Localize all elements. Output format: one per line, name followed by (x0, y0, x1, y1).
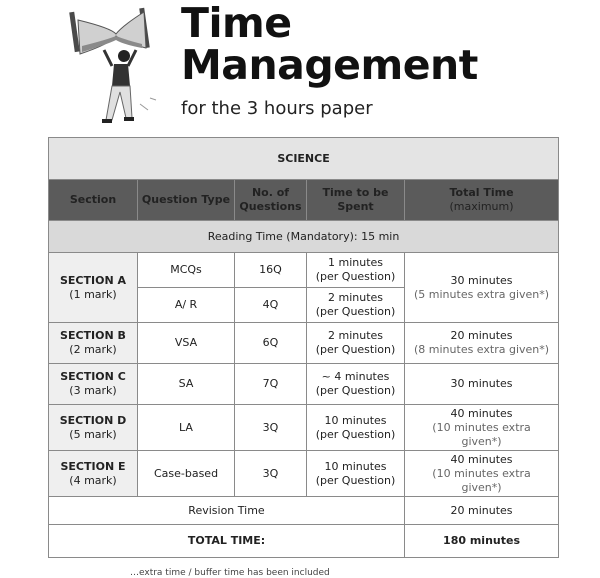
time-spent (307, 364, 405, 405)
total-time (405, 323, 559, 364)
section-c-cell (49, 364, 138, 405)
total-time-value: 30 minutes (450, 377, 513, 390)
total-time (405, 253, 559, 323)
section-marks: (4 mark) (69, 473, 117, 487)
col-num-questions-line2: Questions (239, 200, 302, 213)
total-time-note-cont: given*) (461, 480, 502, 494)
footnote: …extra time / buffer time has been included (130, 568, 330, 578)
time-spent-value: 2 minutes (327, 329, 384, 342)
col-question-type: Question Type (138, 180, 235, 221)
time-spent (307, 405, 405, 451)
section-e-cell (49, 451, 138, 497)
question-count: 16Q (235, 253, 307, 288)
time-spent-unit: (per Question) (315, 305, 396, 318)
total-time-note: (5 minutes extra given*) (414, 287, 550, 301)
section-name: SECTION C (60, 370, 126, 383)
total-time-row (49, 525, 559, 558)
question-type: VSA (138, 323, 235, 364)
section-name: SECTION B (60, 329, 126, 342)
revision-time-value: 20 minutes (405, 497, 559, 525)
header-row (49, 180, 559, 221)
section-a-cell (49, 253, 138, 323)
time-spent-value: 2 minutes (327, 291, 384, 304)
revision-time-row (49, 497, 559, 525)
table-row (49, 451, 559, 497)
page-title (181, 0, 478, 89)
total-time-label: TOTAL TIME: (49, 525, 405, 558)
total-time-value: 20 minutes (450, 329, 513, 342)
total-time-note: (8 minutes extra given*) (414, 343, 550, 356)
time-spent (307, 253, 405, 288)
time-spent (307, 451, 405, 497)
reading-time-note: (Mandatory): 15 min (286, 229, 400, 243)
table-row (49, 323, 559, 364)
question-count: 4Q (235, 288, 307, 323)
table-row (49, 253, 559, 288)
table-row (49, 364, 559, 405)
question-count: 3Q (235, 405, 307, 451)
total-time (405, 405, 559, 451)
total-time-value: 30 minutes (450, 273, 513, 287)
total-time-amount: 180 minutes (405, 525, 559, 558)
section-name: SECTION E (60, 459, 126, 473)
total-time-note: (10 minutes extra (432, 466, 531, 480)
time-spent (307, 323, 405, 364)
time-spent (307, 288, 405, 323)
total-time-value: 40 minutes (450, 406, 513, 420)
total-time-value: 40 minutes (450, 452, 513, 466)
time-spent-unit: (per Question) (315, 473, 396, 487)
question-type: Case-based (138, 451, 235, 497)
revision-time-label: Revision Time (49, 497, 405, 525)
section-marks: (3 mark) (69, 384, 117, 397)
question-type: MCQs (138, 253, 235, 288)
title-line-2: Management (181, 41, 478, 89)
section-marks: (5 mark) (69, 427, 117, 441)
col-total-time (405, 180, 559, 221)
col-total-time-line2: (maximum) (449, 200, 514, 213)
total-time-note-cont: given*) (461, 434, 502, 448)
section-marks: (2 mark) (69, 343, 117, 356)
time-spent-value: 1 minutes (327, 256, 384, 269)
section-d-cell (49, 405, 138, 451)
question-count: 6Q (235, 323, 307, 364)
hourglass-person-illustration (66, 6, 166, 128)
total-time (405, 451, 559, 497)
time-spent-value: ~ 4 minutes (321, 370, 390, 383)
total-time-note: (10 minutes extra (432, 420, 531, 434)
col-num-questions-line1: No. of (251, 186, 290, 199)
section-name: SECTION D (59, 413, 127, 427)
col-time-spent (307, 180, 405, 221)
reading-time-row (49, 221, 559, 253)
subject-title: SCIENCE (49, 138, 559, 180)
person-figure (102, 50, 156, 123)
time-spent-unit: (per Question) (315, 427, 396, 441)
question-count: 3Q (235, 451, 307, 497)
section-name: SECTION A (59, 273, 126, 287)
col-num-questions (235, 180, 307, 221)
total-time (405, 364, 559, 405)
question-type: SA (138, 364, 235, 405)
col-total-time-line1: Total Time (449, 186, 514, 199)
time-spent-value: 10 minutes (324, 459, 387, 473)
title-line-1: Time (181, 0, 292, 47)
page-subtitle: for the 3 hours paper (181, 98, 373, 119)
reading-time-cell (49, 221, 559, 253)
time-schedule-table (48, 137, 559, 558)
time-spent-unit: (per Question) (315, 343, 396, 356)
question-count: 7Q (235, 364, 307, 405)
time-spent-value: 10 minutes (324, 413, 387, 427)
hourglass-icon (69, 8, 150, 54)
col-time-spent-line1: Time to be (322, 186, 389, 199)
col-section: Section (49, 180, 138, 221)
question-type: A/ R (138, 288, 235, 323)
section-marks: (1 mark) (69, 287, 117, 301)
time-spent-unit: (per Question) (315, 270, 396, 283)
reading-time-label: Reading Time (207, 229, 283, 243)
subject-row (49, 138, 559, 180)
col-time-spent-line2: Spent (337, 200, 374, 213)
section-b-cell (49, 323, 138, 364)
time-spent-unit: (per Question) (315, 384, 396, 397)
table-row (49, 405, 559, 451)
question-type: LA (138, 405, 235, 451)
